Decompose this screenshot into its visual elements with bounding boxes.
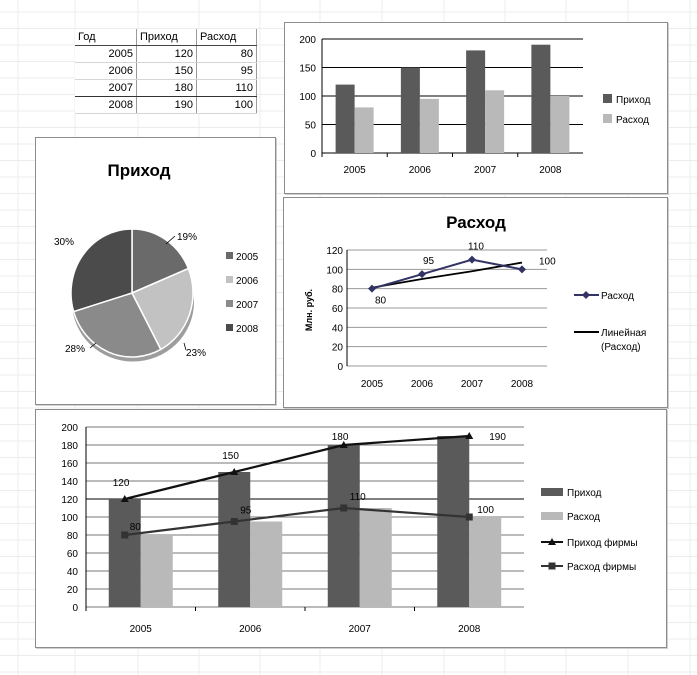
bar (485, 90, 504, 153)
y-tick-label: 50 (304, 120, 316, 132)
cell-year[interactable]: 2006 (75, 63, 137, 80)
pie-label: 30% (54, 237, 75, 248)
x-tick-label: 2006 (239, 624, 262, 635)
line-chart (284, 198, 667, 407)
y-tick-label: 60 (66, 549, 78, 560)
cell-income[interactable]: 190 (137, 97, 197, 114)
header-income[interactable]: Приход (137, 29, 197, 46)
bar-chart (285, 23, 667, 193)
data-point (466, 514, 473, 521)
data-label: 150 (222, 451, 239, 462)
legend-swatch (226, 252, 233, 259)
data-table (75, 29, 257, 114)
data-point (518, 265, 526, 273)
y-tick-label: 120 (61, 495, 78, 506)
table-row (75, 80, 257, 97)
cell-year[interactable]: 2008 (75, 97, 137, 114)
y-tick-label: 100 (326, 265, 343, 277)
table-row (75, 46, 257, 63)
legend-label: 2007 (236, 300, 259, 311)
data-point (418, 270, 426, 278)
y-tick-label: 140 (61, 477, 78, 488)
data-label: 120 (112, 478, 130, 489)
y-tick-label: 200 (299, 35, 316, 46)
y-tick-label: 180 (61, 441, 78, 452)
chart-title: Расход (446, 213, 506, 232)
pie-label: 19% (177, 232, 198, 243)
x-tick-label: 2007 (460, 379, 484, 390)
data-point (231, 518, 238, 525)
data-label: 180 (331, 432, 349, 443)
bar (401, 68, 420, 154)
legend-label: Приход фирмы (567, 538, 638, 549)
series-line (125, 505, 470, 535)
data-point (340, 505, 347, 512)
data-label: 110 (468, 241, 484, 253)
y-tick-label: 200 (61, 423, 78, 434)
x-tick-label: 2006 (408, 165, 431, 176)
data-label: 190 (489, 432, 506, 443)
header-year[interactable]: Год (75, 29, 137, 46)
pie-chart-panel[interactable] (35, 137, 276, 405)
bar (355, 107, 374, 153)
bar (336, 85, 355, 153)
bar (360, 508, 392, 607)
combo-chart-panel[interactable] (35, 409, 667, 648)
y-tick-label: 40 (66, 567, 78, 578)
y-tick-label: 160 (61, 459, 78, 470)
data-label: 80 (129, 522, 141, 533)
x-tick-label: 2005 (360, 379, 384, 390)
data-label: 80 (375, 295, 387, 307)
bar (420, 99, 439, 153)
data-label: 95 (240, 505, 252, 517)
y-tick-label: 80 (66, 531, 78, 542)
bar (218, 472, 250, 607)
y-tick-label: 60 (331, 304, 343, 315)
y-tick-label: 20 (331, 342, 343, 354)
bar (250, 522, 282, 608)
legend-swatch (603, 94, 612, 103)
x-tick-label: 2007 (474, 165, 497, 176)
x-tick-label: 2008 (510, 379, 534, 390)
x-tick-label: 2008 (539, 165, 562, 176)
bar (531, 45, 550, 153)
table-header-row (75, 29, 257, 46)
y-tick-label: 120 (326, 246, 343, 257)
y-tick-label: 0 (337, 362, 343, 373)
legend-label: Приход (616, 95, 651, 106)
bar-chart-panel[interactable] (284, 22, 668, 194)
legend-swatch (226, 276, 233, 283)
cell-expense[interactable]: 110 (197, 80, 257, 97)
table-row (75, 97, 257, 114)
legend-label: Расход (601, 291, 634, 302)
data-point (468, 256, 476, 264)
legend-swatch (541, 488, 563, 496)
bar (469, 517, 501, 607)
legend-label: Линейная (601, 328, 647, 339)
x-tick-label: 2006 (410, 379, 434, 390)
legend-label: 2005 (236, 252, 259, 263)
legend-label: 2008 (236, 324, 259, 335)
legend-swatch (226, 324, 233, 331)
y-tick-label: 40 (331, 323, 343, 335)
x-tick-label: 2005 (343, 165, 366, 176)
combo-chart (36, 410, 666, 647)
cell-expense[interactable]: 80 (197, 46, 257, 63)
data-point (368, 285, 376, 293)
pie-label: 23% (186, 348, 207, 359)
legend-swatch (541, 512, 563, 520)
y-axis-label: Млн. руб. (304, 288, 314, 332)
bar (437, 436, 469, 607)
x-tick-label: 2008 (458, 624, 481, 635)
y-tick-label: 100 (299, 92, 316, 103)
data-label: 100 (477, 505, 494, 516)
data-label: 95 (423, 256, 435, 268)
pie-chart (36, 138, 275, 404)
legend-swatch (226, 300, 233, 307)
header-expense[interactable]: Расход (197, 29, 257, 46)
bar (328, 445, 360, 607)
bar (141, 535, 173, 607)
legend-label: Расход фирмы (567, 562, 637, 573)
y-tick-label: 0 (310, 149, 316, 160)
legend-label: Расход (567, 512, 600, 523)
y-tick-label: 20 (66, 585, 78, 596)
cell-income[interactable]: 150 (137, 63, 197, 80)
legend-marker (549, 563, 556, 570)
legend-label: (Расход) (601, 342, 641, 353)
pie-label: 28% (65, 344, 86, 355)
legend-swatch (603, 114, 612, 123)
x-tick-label: 2007 (348, 624, 371, 635)
cell-income[interactable]: 180 (137, 80, 197, 97)
legend-label: 2006 (236, 276, 259, 287)
chart-title: Приход (107, 161, 171, 180)
pie-label-leader (184, 343, 186, 350)
y-tick-label: 100 (61, 513, 78, 524)
bar (109, 499, 141, 607)
cell-income[interactable]: 120 (137, 46, 197, 63)
cell-year[interactable]: 2005 (75, 46, 137, 63)
legend-label: Расход (616, 115, 649, 126)
x-tick-label: 2005 (129, 624, 152, 635)
y-tick-label: 80 (331, 284, 343, 296)
data-label: 100 (539, 256, 556, 268)
cell-expense[interactable]: 95 (197, 63, 257, 80)
legend-label: Приход (567, 488, 602, 499)
y-tick-label: 0 (72, 603, 78, 614)
line-chart-panel[interactable] (283, 197, 668, 408)
bar (550, 96, 569, 153)
data-label: 110 (349, 492, 366, 503)
cell-expense[interactable]: 100 (197, 97, 257, 114)
table-row (75, 63, 257, 80)
cell-year[interactable]: 2007 (75, 80, 137, 97)
legend-marker (582, 291, 590, 299)
y-tick-label: 150 (299, 63, 316, 75)
bar (466, 50, 485, 153)
data-point (121, 532, 128, 539)
